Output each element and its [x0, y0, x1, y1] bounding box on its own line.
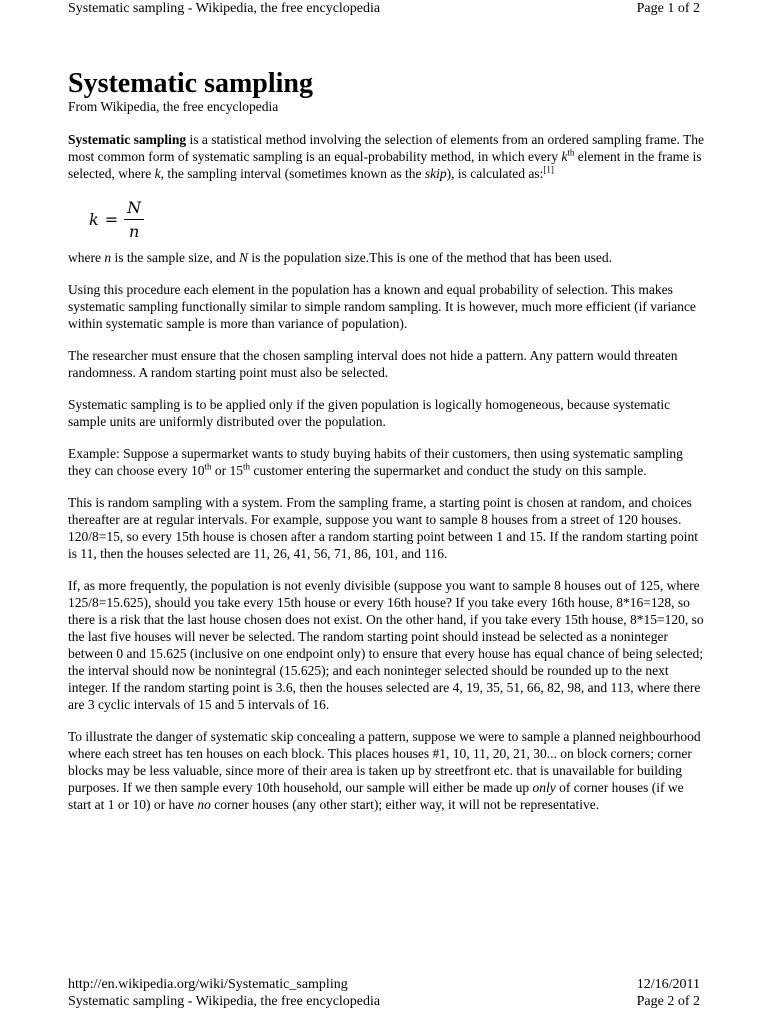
formula-equals: = [104, 209, 119, 229]
formula-lhs: k [89, 209, 99, 229]
pattern-paragraph: To illustrate the danger of systematic skip concealing a pattern, suppose we were to sample a planned neighbourhood where each street has ten houses on each block. This places houses #1, 10, 11, 20, 21, 30... on block corners; corner blocks may be less valuable, since more of their area is taken up by streetfront etc. that is unavailable for building purposes. If we then sample every 10th household, our sample will either be made up only of corner houses (if we start at 1 or 10) or have no corner houses (any other start); either way, it will not be representative. [68, 729, 701, 812]
formula-numerator: N [124, 198, 144, 220]
example-paragraph: Example: Suppose a supermarket wants to study buying habits of their customers, then using systematic sampling they can choose every 10th or 15th customer entering the supermarket and conduct the study on this sample. [68, 446, 683, 478]
footer-date: 12/16/2011 [636, 977, 700, 992]
article-title: Systematic sampling [68, 68, 313, 99]
random-system-paragraph: This is random sampling with a system. From the sampling frame, a starting point is chosen at random, and choices thereafter are at regular intervals. For example, suppose you want to sample 8 houses from a street of 120 houses. 120/8=15, so every 15th house is chosen after a random starting point between 1 and 15. If the random starting point is 11, then the houses selected are 11, 26, 41, 56, 71, 86, 101, and 116. [68, 495, 698, 561]
page-footer [68, 977, 700, 993]
article-subtitle: From Wikipedia, the free encyclopedia [68, 99, 279, 114]
sampling-interval-formula [89, 197, 708, 241]
intro-bold-term: Systematic sampling [68, 132, 187, 147]
reference-link[interactable]: [1] [543, 164, 554, 175]
procedure-paragraph: Using this procedure each element in the population has a known and equal probability of selection. This makes systematic sampling functionally similar to simple random sampling. It is however, much more efficient (if variance within systematic sample is more than variance of population). [68, 282, 696, 331]
article-body [68, 131, 708, 828]
divisible-paragraph: If, as more frequently, the population is not evenly divisible (suppose you want to sample 8 houses out of 125, where 125/8=15.625), should you take every 15th house or every 16th house? If you take every 16th house, 8*16=128, so there is a risk that the last house chosen does not exist. On the other hand, if you take every 15th house, 8*15=120, so the last five houses will never be selected. The random starting point should instead be selected as a noninteger between 0 and 15.625 (inclusive on one endpoint only) to ensure that every house has equal chance of being selected; the interval should now be nonintegral (15.625); and each noninteger selected should be rounded up to the next integer. If the random starting point is 3.6, then the houses selected are 4, 19, 35, 51, 66, 82, 98, and 113, where there are 3 cyclic intervals of 15 and 5 intervals of 16. [68, 578, 704, 712]
footer-url[interactable]: http://en.wikipedia.org/wiki/Systematic_sampling [68, 977, 348, 992]
page-footer-second [68, 994, 700, 1010]
footer-page-number: Page 2 of 2 [636, 994, 700, 1009]
where-paragraph: where n is the sample size, and N is the population size.This is one of the method that has been used. [68, 250, 613, 265]
header-title: Systematic sampling - Wikipedia, the free encyclopedia [68, 1, 381, 16]
footer-title: Systematic sampling - Wikipedia, the free encyclopedia [68, 994, 381, 1009]
header-page-number: Page 1 of 2 [636, 1, 700, 16]
homogeneous-paragraph: Systematic sampling is to be applied only if the given population is logically homogeneous, because systematic sample units are uniformly distributed over the population. [68, 397, 671, 429]
researcher-paragraph: The researcher must ensure that the chosen sampling interval does not hide a pattern. Any pattern would threaten randomness. A random starting point must also be selected. [68, 348, 678, 380]
formula-fraction [124, 198, 144, 241]
intro-paragraph: Systematic sampling is a statistical method involving the selection of elements from an ordered sampling frame. The most common form of systematic sampling is an equal-probability method, in which every $k^{th}$ element in the frame is selected, where k, the sampling interval (sometimes known as the skip), is calculated as:[1] [68, 132, 704, 181]
page-header [68, 1, 700, 17]
formula-denominator: n [128, 221, 140, 241]
